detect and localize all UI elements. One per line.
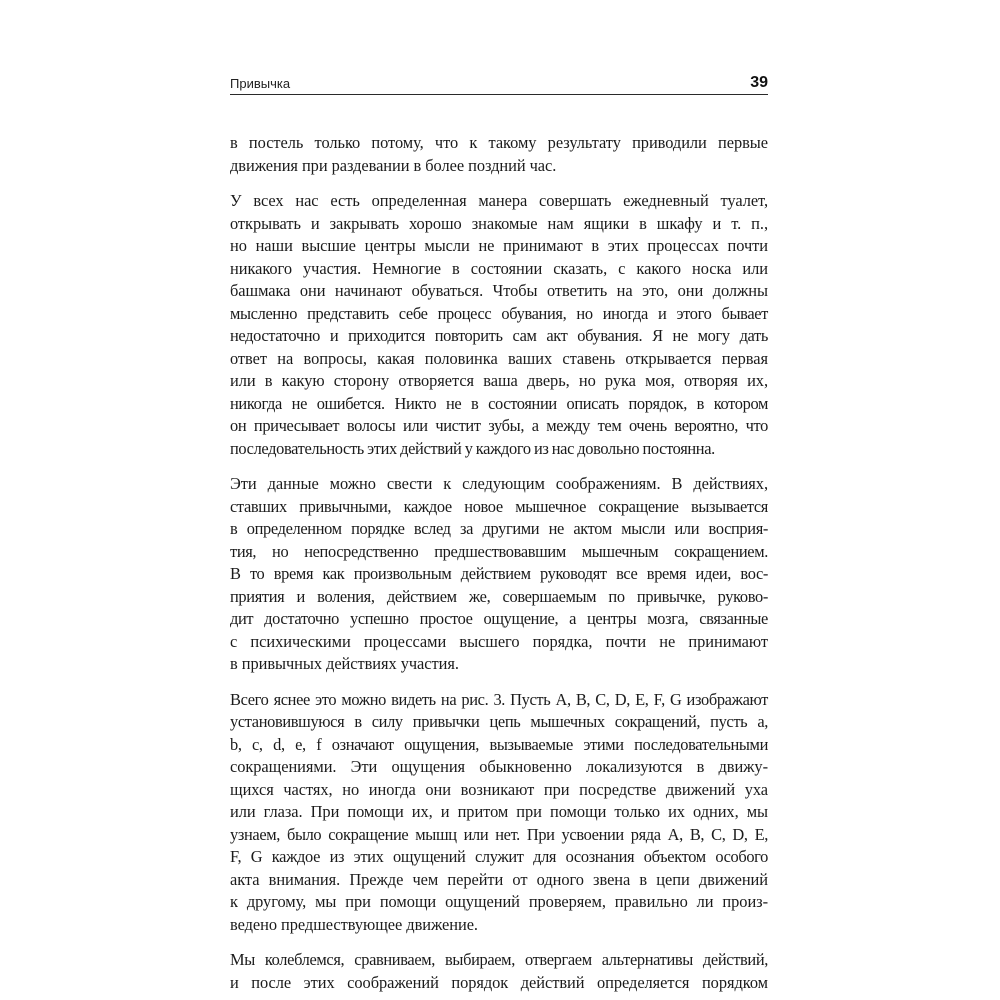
text-line: мысленно представить себе процесс обувания, но иногда и этого бывает <box>230 303 768 323</box>
text-line: в постель только потому, что к такому результату приводили первые <box>230 133 768 152</box>
text-line: или глаза. При помощи их, и притом при помощи только их одних, мы <box>230 802 768 821</box>
text-line: в привычных действиях участия. <box>230 654 459 673</box>
text-line: в определенном порядке вслед за другими не актом мысли или восприя- <box>230 519 768 538</box>
text-line: ведено предшествующее движение. <box>230 914 478 934</box>
text-line: тия, но непосредственно предшествовавшим мышечным сокращением. <box>230 541 768 561</box>
text-line: В то время как произвольным действием руководят все время идеи, вос- <box>230 564 768 583</box>
text-line: b, c, d, e, f означают ощущения, вызываемые этими последовательными <box>230 734 768 754</box>
text-line: ставших привычными, каждое новое мышечное сокращение вызывается <box>230 496 768 516</box>
text-line: недостаточно и приходится повторить сам акт обувания. Я не могу дать <box>230 326 768 345</box>
text-line: и после этих соображений порядок действий определяется порядком <box>230 972 768 992</box>
text-line: никогда не ошибется. Никто не в состоянии описать порядок, в котором <box>230 393 768 413</box>
text-line: открывать и закрывать хорошо знакомые нам ящики в шкафу и т. п., <box>230 213 768 233</box>
running-title: Привычка <box>230 76 291 91</box>
paragraph <box>230 190 768 460</box>
text-line: Мы колеблемся, сравниваем, выбираем, отвергаем альтернативы действий, <box>230 950 768 969</box>
body-text <box>230 132 768 994</box>
text-line: Всего яснее это можно видеть на рис. 3. Пусть A, B, C, D, E, F, G изображают <box>230 689 768 709</box>
text-line: никакого участия. Немногие в состоянии сказать, с какого носка или <box>230 258 768 278</box>
text-line: сокращениями. Эти ощущения обыкновенно локализуются в движу- <box>230 757 768 776</box>
text-line: ответ на вопросы, какая половинка ваших ставень открывается первая <box>230 348 768 368</box>
book-page <box>230 70 768 994</box>
text-line: башмака они начинают обуваться. Чтобы ответить на это, они должны <box>230 281 768 300</box>
text-line: У всех нас есть определенная манера совершать ежедневный туалет, <box>230 191 768 210</box>
paragraph <box>230 132 768 177</box>
running-header <box>230 70 768 95</box>
paragraph <box>230 473 768 676</box>
paragraph <box>230 949 768 994</box>
text-line: щихся частях, но иногда они возникают при посредстве движений уха <box>230 779 768 799</box>
text-line: к другому, мы при помощи ощущений проверяем, правильно ли произ- <box>230 892 768 911</box>
text-line: приятия и воления, действием же, совершаемым по привычке, руково- <box>230 586 768 606</box>
text-line: движения при раздевании в более поздний час. <box>230 155 557 175</box>
text-line: последовательность этих действий у каждого из нас довольно постоянна. <box>230 438 715 458</box>
text-line: или в какую сторону отворяется ваша дверь, но рука моя, отворяя их, <box>230 371 768 390</box>
text-line: установившуюся в силу привычки цепь мышечных сокращений, пусть a, <box>230 712 768 731</box>
text-line: узнаем, было сокращение мышц или нет. При усвоении ряда A, B, C, D, E, <box>230 824 768 844</box>
text-line: F, G каждое из этих ощущений служит для осознания объектом особого <box>230 847 768 866</box>
text-line: Эти данные можно свести к следующим соображениям. В действиях, <box>230 474 768 493</box>
text-line: дит достаточно успешно простое ощущение, а центры мозга, связанные <box>230 609 768 628</box>
page-number: 39 <box>750 74 768 91</box>
text-line: акта внимания. Прежде чем перейти от одного звена в цепи движений <box>230 869 768 889</box>
text-line: но наши высшие центры мысли не принимают в этих процессах почти <box>230 236 768 255</box>
text-line: с психическими процессами высшего порядка, почти не принимают <box>230 631 768 651</box>
text-line: он причесывает волосы или чистит зубы, а между тем очень вероятно, что <box>230 416 768 435</box>
paragraph <box>230 689 768 937</box>
